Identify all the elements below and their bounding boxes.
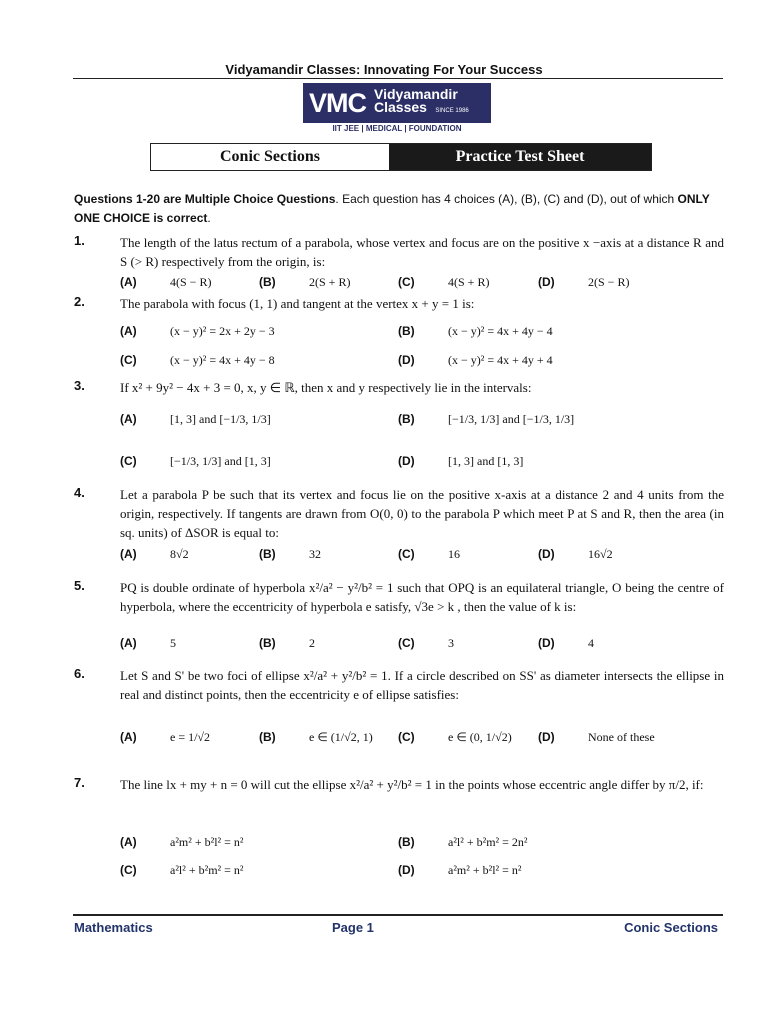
option-value: a²m² + b²l² = n² <box>448 863 522 877</box>
option-label: (C) <box>120 454 137 468</box>
option-label: (A) <box>120 636 137 650</box>
question-text: The length of the latus rectum of a parabola, whose vertex and focus are on the positive x −axis at a distance R and S (> R) respectively from the origin, is: <box>120 235 724 269</box>
header-title: Vidyamandir Classes: Innovating For Your Success <box>225 62 543 77</box>
option-label: (C) <box>398 636 415 650</box>
option-label: (C) <box>398 547 415 561</box>
question-number: 6. <box>74 666 85 681</box>
option-value: [1, 3] and [−1/3, 1/3] <box>170 412 271 426</box>
logo-tagline: IIT JEE | MEDICAL | FOUNDATION <box>332 124 462 133</box>
option-value: 5 <box>170 636 176 650</box>
option-value: e = 1/√2 <box>170 730 211 744</box>
option-label: (C) <box>398 275 415 289</box>
topic-title: Conic Sections <box>220 148 320 165</box>
option-value: e ∈ (0, 1/√2) <box>448 730 512 744</box>
option-value: 2(S − R) <box>588 275 630 289</box>
question-number: 2. <box>74 294 85 309</box>
option-label: (B) <box>398 835 415 849</box>
option-label: (D) <box>538 275 555 289</box>
option-label: (C) <box>120 353 137 367</box>
question-number: 3. <box>74 378 85 393</box>
question-text: If x² + 9y² − 4x + 3 = 0, x, y ∈ ℝ, then x and y respectively lie in the intervals: <box>120 380 532 395</box>
instructions-bold-start: Questions 1-20 are Multiple Choice Questions <box>74 192 336 206</box>
logo-name: Vidyamandir Classes <box>374 86 458 115</box>
option-label: (B) <box>398 324 415 338</box>
option-label: (A) <box>120 412 137 426</box>
option-label: (C) <box>120 863 137 877</box>
footer-topic: Conic Sections <box>624 920 718 935</box>
option-value: 4 <box>588 636 594 650</box>
footer-subject: Mathematics <box>74 920 153 935</box>
option-value: 3 <box>448 636 454 650</box>
option-label: (A) <box>120 730 137 744</box>
title-bar <box>150 143 652 171</box>
option-value: 4(S + R) <box>448 275 490 289</box>
option-value: e ∈ (1/√2, 1) <box>309 730 373 744</box>
header-rule <box>73 78 723 79</box>
option-label: (D) <box>538 636 555 650</box>
option-label: (A) <box>120 547 137 561</box>
option-value: (x − y)² = 4x + 4y − 4 <box>448 324 553 338</box>
footer-page-number: Page 1 <box>332 920 374 935</box>
option-label: (D) <box>398 353 415 367</box>
option-value: 32 <box>309 547 321 561</box>
instructions <box>74 190 724 228</box>
option-label: (B) <box>398 412 415 426</box>
instructions-bold-end: ONLY ONE CHOICE is correct <box>74 192 710 225</box>
option-label: (B) <box>259 547 276 561</box>
option-label: (B) <box>259 275 276 289</box>
option-value: 16 <box>448 547 460 561</box>
option-value: [−1/3, 1/3] and [−1/3, 1/3] <box>448 412 575 426</box>
question-text: The parabola with focus (1, 1) and tangent at the vertex x + y = 1 is: <box>120 296 475 311</box>
option-value: 16√2 <box>588 547 613 561</box>
option-label: (A) <box>120 835 137 849</box>
option-label: (A) <box>120 275 137 289</box>
option-label: (D) <box>538 730 555 744</box>
option-value: 2 <box>309 636 315 650</box>
logo-since: SINCE 1986 <box>435 108 469 114</box>
option-value: 4(S − R) <box>170 275 212 289</box>
vmc-logo <box>303 83 491 123</box>
option-value: a²l² + b²m² = 2n² <box>448 835 528 849</box>
logo-mark: VMC <box>309 87 366 118</box>
option-label: (B) <box>259 730 276 744</box>
option-value: 8√2 <box>170 547 189 561</box>
sheet-type-title: Practice Test Sheet <box>389 144 651 170</box>
instructions-middle: . Each question has 4 choices (A), (B), (C) and (D), out of which <box>335 192 678 206</box>
option-label: (C) <box>398 730 415 744</box>
option-value: [1, 3] and [1, 3] <box>448 454 524 468</box>
option-value: (x − y)² = 4x + 4y − 8 <box>170 353 275 367</box>
question-text: PQ is double ordinate of hyperbola x²/a² − y²/b² = 1 such that OPQ is an equilateral triangle, O being the centre of hyperbola, where the eccentricity of hyperbola e satisfy, √3e > k , then the value of k is: <box>120 580 724 614</box>
logo-text <box>374 88 491 118</box>
question-number: 7. <box>74 775 85 790</box>
option-value: [−1/3, 1/3] and [1, 3] <box>170 454 271 468</box>
option-value: 2(S + R) <box>309 275 351 289</box>
question-text: Let S and S' be two foci of ellipse x²/a² + y²/b² = 1. If a circle described on SS' as diameter intersects the ellipse in real and distinct points, then the eccentricity e of ellipse satisfies: <box>120 668 724 702</box>
option-label: (D) <box>398 863 415 877</box>
question-text: Let a parabola P be such that its vertex and focus lie on the positive x-axis at a distance 2 and 4 units from the origin, respectively. If tangents are drawn from O(0, 0) to the parabola P which meet P at S and R, then the area (in sq. units) of ΔSOR is equal to: <box>120 487 724 540</box>
question-number: 1. <box>74 233 85 248</box>
question-number: 5. <box>74 578 85 593</box>
option-value: a²l² + b²m² = n² <box>170 863 244 877</box>
footer-rule <box>73 914 723 916</box>
question-number: 4. <box>74 485 85 500</box>
option-value: a²m² + b²l² = n² <box>170 835 244 849</box>
option-label: (D) <box>398 454 415 468</box>
instructions-end: . <box>207 211 211 225</box>
option-value: (x − y)² = 2x + 2y − 3 <box>170 324 275 338</box>
option-label: (A) <box>120 324 137 338</box>
option-label: (B) <box>259 636 276 650</box>
question-text: The line lx + my + n = 0 will cut the ellipse x²/a² + y²/b² = 1 in the points whose eccentric angle differ by π/2, if: <box>120 777 704 792</box>
option-value: None of these <box>588 730 655 744</box>
option-value: (x − y)² = 4x + 4y + 4 <box>448 353 553 367</box>
option-label: (D) <box>538 547 555 561</box>
